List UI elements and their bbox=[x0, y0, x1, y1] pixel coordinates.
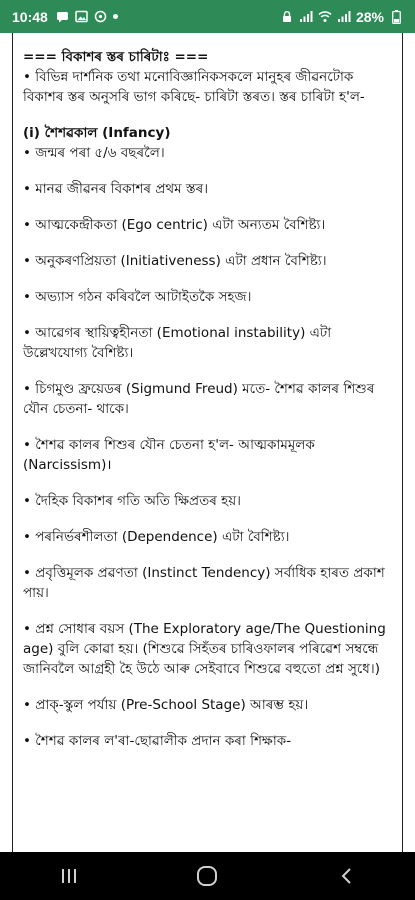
list-item: • পৰনিৰ্ভৰশীলতা (Dependence) এটা বৈশিষ্ট্য। bbox=[23, 529, 290, 545]
wifi-icon bbox=[318, 10, 332, 24]
list-item: • আত্মকেন্দ্ৰীকতা (Ego centric) এটা অন্যতম বৈশিষ্ট্য। bbox=[23, 217, 326, 233]
whatsapp-icon bbox=[94, 10, 108, 24]
recent-apps-icon bbox=[60, 868, 78, 884]
battery-icon bbox=[389, 10, 403, 24]
list-item: • অনুকৰণপ্ৰিয়তা (Initiativeness) এটা প্ৰধান বৈশিষ্ট্য। bbox=[23, 253, 327, 269]
list-item: • দৈহিক বিকাশৰ গতি অতি ক্ষিপ্ৰতৰ হয়। bbox=[23, 493, 241, 509]
battery-percent: 28% bbox=[355, 8, 384, 25]
status-time: 10:48 bbox=[12, 8, 48, 25]
status-bar bbox=[0, 0, 415, 33]
back-button[interactable] bbox=[316, 858, 376, 894]
list-item: • প্ৰাক্-স্কুল পৰ্যায় (Pre-School Stage) আৰম্ভ হয়। bbox=[23, 697, 309, 713]
list-item: • জন্মৰ পৰা ৫/৬ বছৰলৈ। bbox=[23, 145, 165, 161]
list-item: • মানৱ জীৱনৰ বিকাশৰ প্ৰথম স্তৰ। bbox=[23, 181, 209, 197]
home-button[interactable] bbox=[177, 858, 237, 894]
notification-dot-icon bbox=[113, 14, 118, 19]
list-item: • অভ্যাস গঠন কৰিবলৈ আটাইতকৈ সহজ। bbox=[23, 289, 252, 305]
list-item: • প্ৰবৃত্তিমূলক প্ৰৱণতা (Instinct Tendency) সৰ্বাধিক হাৰত প্ৰকাশ পায়। bbox=[23, 565, 385, 601]
gallery-icon bbox=[75, 10, 89, 24]
list-item: • চিগমুণ্ড ফ্ৰয়েডৰ (Sigmund Freud) মতে- শৈশৱ কালৰ শিশুৰ যৌন চেতনা- থাকে। bbox=[23, 381, 375, 417]
back-icon bbox=[339, 867, 353, 885]
article-body bbox=[12, 33, 403, 852]
content-area[interactable] bbox=[0, 33, 415, 852]
section-title: (i) শৈশৱকাল (Infancy) bbox=[23, 125, 171, 141]
lock-icon bbox=[280, 10, 294, 24]
list-item: • শৈশৱ কালৰ শিশুৰ যৌন চেতনা হ'ল- আত্মকামমূলক (Narcissism)। bbox=[23, 437, 315, 473]
article-intro: • বিভিন্ন দাৰ্শনিক তথা মনোবিজ্ঞানিকসকলে মানুহৰ জীৱনটোক বিকাশৰ স্তৰ অনুসৰি ভাগ কৰিছে- চাৰিটা স্তৰত। স্তৰ চাৰিটা হ'ল- bbox=[23, 69, 365, 105]
home-icon bbox=[196, 865, 218, 887]
message-icon bbox=[56, 10, 70, 24]
list-item: • শৈশৱ কালৰ ল'ৰা-ছোৱালীক প্ৰদান কৰা শিক্ষাক- bbox=[23, 733, 292, 749]
signal-2-icon bbox=[337, 10, 351, 24]
navigation-bar bbox=[0, 852, 415, 900]
article-heading: === বিকাশৰ স্তৰ চাৰিটাঃ === bbox=[23, 49, 209, 65]
list-item: • আৱেগৰ স্থায়িত্বহীনতা (Emotional instability) এটা উল্লেখযোগ্য বৈশিষ্ট্য। bbox=[23, 325, 332, 361]
recent-apps-button[interactable] bbox=[39, 858, 99, 894]
status-left bbox=[12, 9, 118, 25]
list-item: • প্ৰশ্ন সোধাৰ বয়স (The Exploratory age/The Questioning age) বুলি কোৱা হয়। (শিশুৱে সিহঁতৰ চাৰিওফালৰ পৰিৱেশ সম্বন্ধে জানিবলৈ আগ্ৰহী হৈ উঠে আৰু সেইবাবে শিশুৱে বহুতো প্ৰশ্ন সুধে।) bbox=[23, 621, 386, 677]
status-right bbox=[280, 9, 403, 25]
signal-icon bbox=[299, 10, 313, 24]
